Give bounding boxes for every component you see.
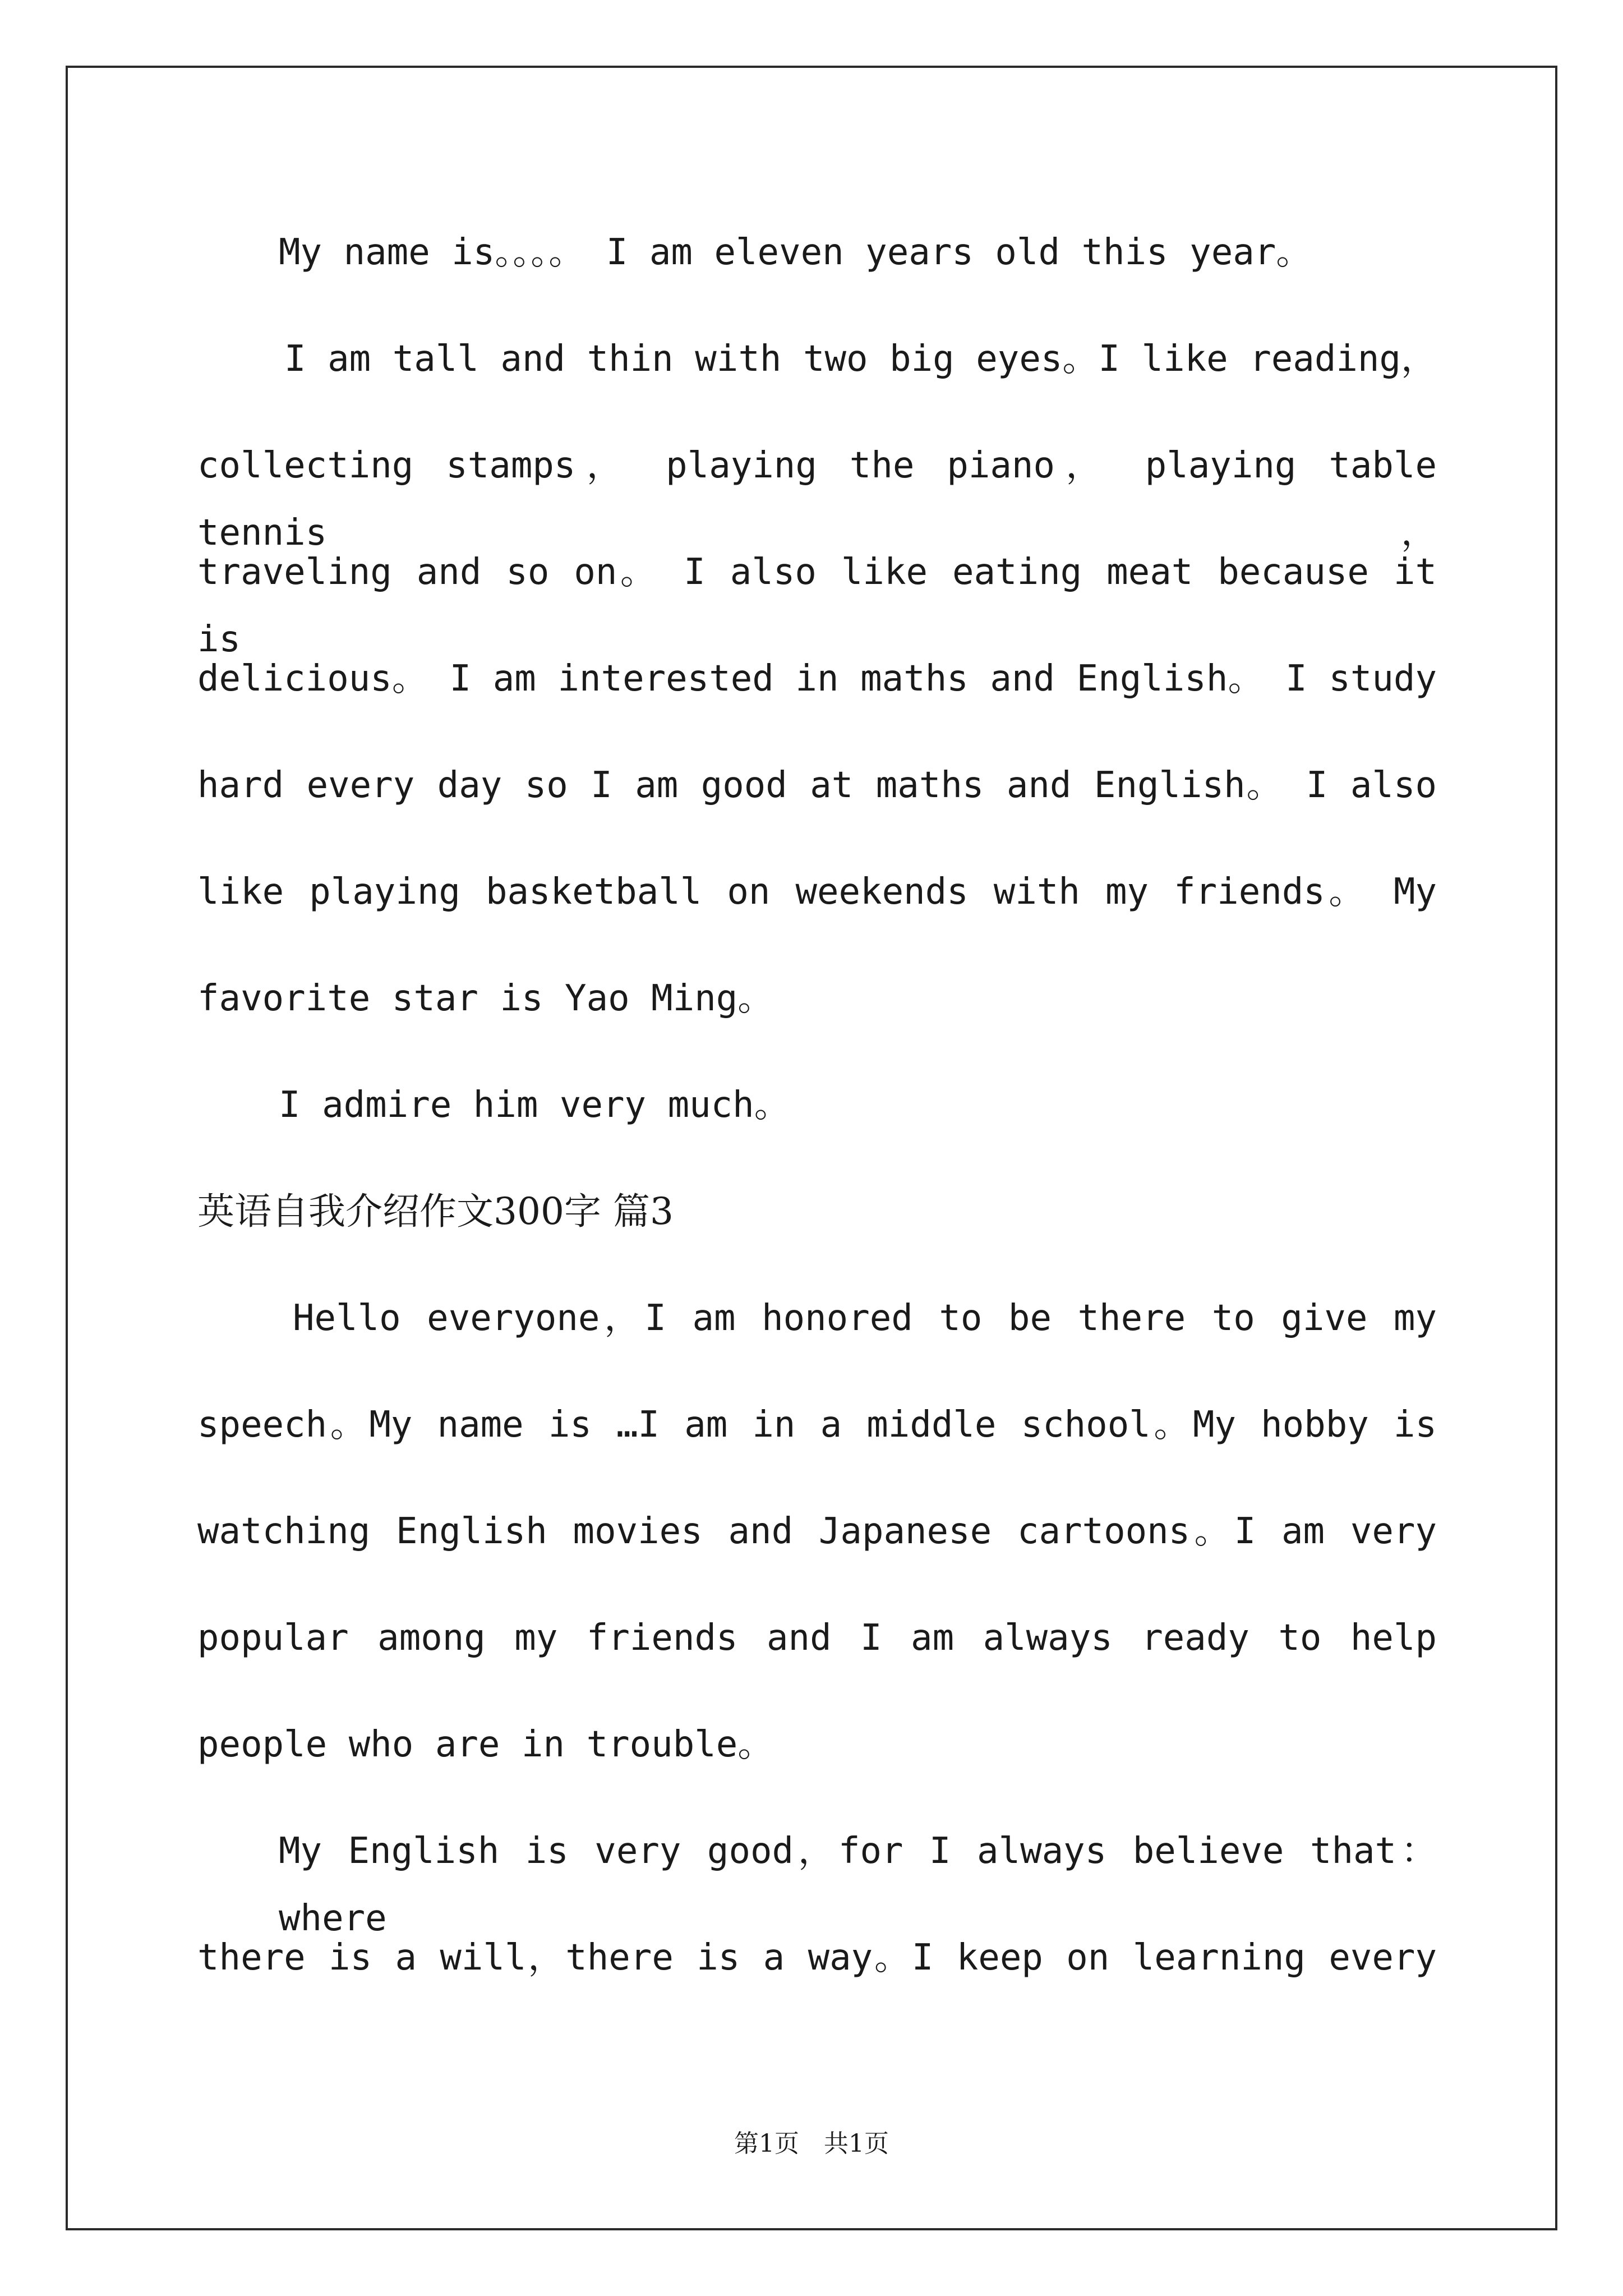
paragraph-line: I admire him very much。 [279,1084,790,1126]
page-number-footer: 第1页 共1页 [734,2129,889,2158]
document-body [197,219,1437,2031]
paragraph-line: delicious。 I am interested in maths and English。 I study [197,658,1437,700]
section-heading: 英语自我介绍作文300字 篇3 [197,1190,674,1233]
paragraph-line: My English is very good，for I always believe that：where [279,1830,1437,1939]
paragraph-line: people who are in trouble。 [197,1724,774,1765]
paragraph-line: collecting stamps， playing the piano， playing table tennis， [197,445,1437,554]
paragraph-line: there is a will，there is a way。I keep on learning every [197,1937,1437,1978]
paragraph-line: My name is。。。。 I am eleven years old this year。 [279,232,1312,273]
paragraph-line: favorite star is Yao Ming。 [197,978,774,1019]
paragraph-line: speech。My name is …I am in a middle school。My hobby is [197,1404,1437,1446]
paragraph-line: like playing basketball on weekends with my friends。 My [197,871,1437,913]
paragraph-line: traveling and so on。 I also like eating meat because it is [197,551,1437,660]
paragraph-line: I am tall and thin with two big eyes。I like reading， [284,338,1437,380]
paragraph-line: hard every day so I am good at maths and English。 I also [197,765,1437,806]
paragraph-line: watching English movies and Japanese cartoons。I am very [197,1511,1437,1552]
paragraph-line: Hello everyone，I am honored to be there to give my [293,1297,1437,1339]
paragraph-line: popular among my friends and I am always ready to help [197,1617,1437,1659]
